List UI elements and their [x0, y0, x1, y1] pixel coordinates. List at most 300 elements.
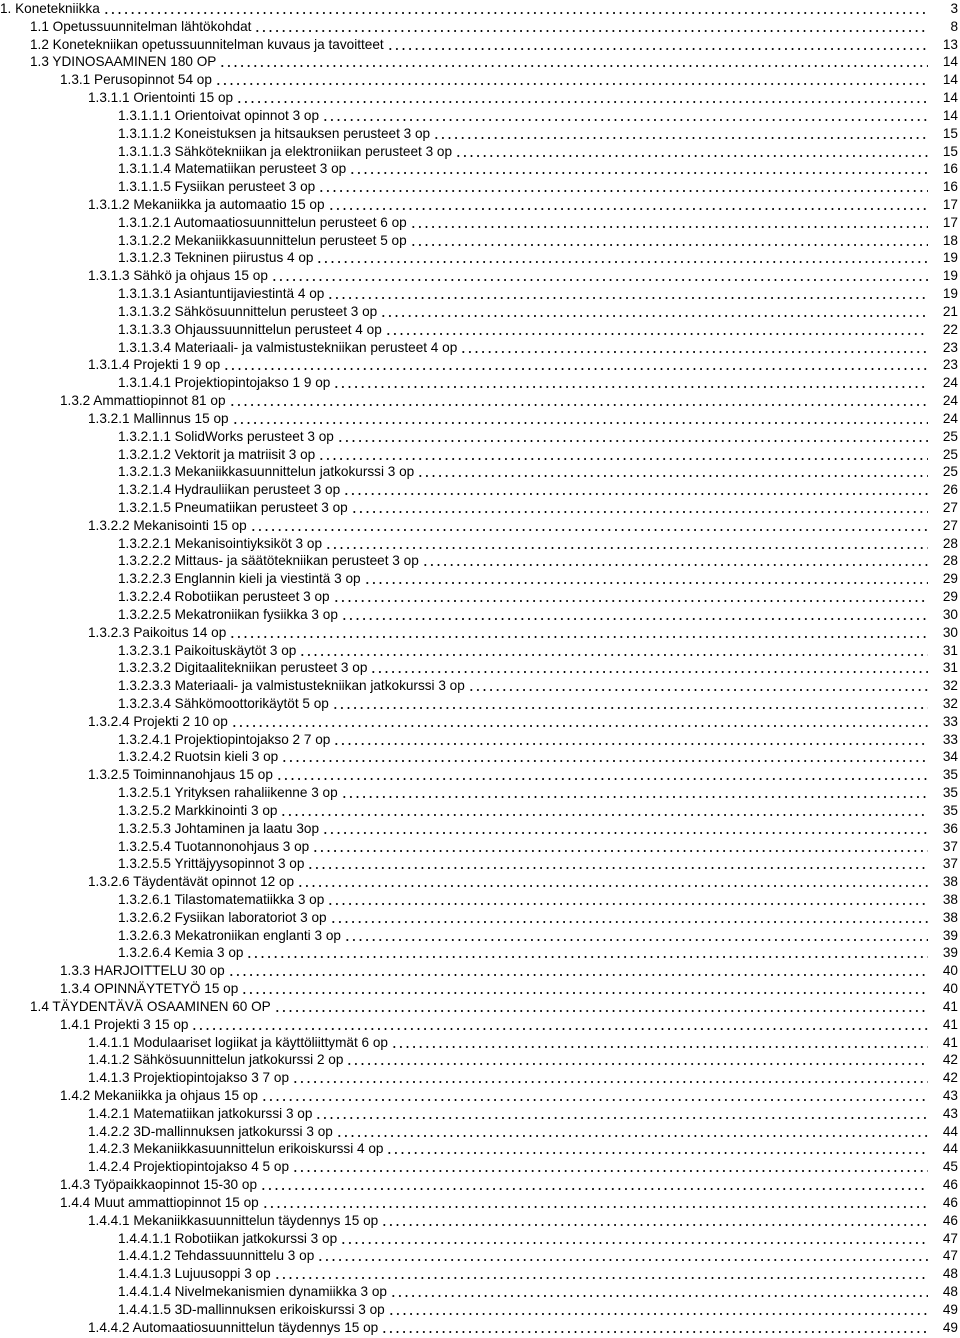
toc-entry-title: 1.3.2.1.4 Hydrauliikan perusteet 3 op — [118, 482, 341, 498]
toc-entry-page-number: 39 — [942, 945, 958, 961]
toc-entry-title: 1.3.2.2.5 Mekatroniikan fysiikka 3 op — [118, 606, 338, 622]
toc-entry[interactable] — [0, 587, 960, 605]
toc-entry-page-number: 35 — [942, 767, 958, 783]
toc-entry-page-number: 27 — [942, 517, 958, 533]
toc-entry-page-number: 14 — [942, 54, 958, 70]
toc-entry[interactable] — [0, 694, 960, 712]
dot-leader — [422, 564, 928, 566]
dot-leader — [271, 279, 928, 281]
toc-entry[interactable] — [0, 1264, 960, 1282]
toc-entry-page-number: 34 — [942, 749, 958, 765]
toc-entry[interactable] — [0, 765, 960, 783]
toc-entry-title: 1.3.1.3.3 Ohjaussuunnittelun perusteet 4 op — [118, 321, 382, 337]
toc-entry[interactable] — [0, 569, 960, 587]
toc-entry-title: 1.3.2.3 Paikoitus 14 op — [88, 624, 227, 640]
toc-entry-page-number: 38 — [942, 892, 958, 907]
dot-leader — [340, 1242, 928, 1244]
dot-leader — [332, 707, 928, 709]
toc-entry-title: 1.3.2.5.2 Markkinointi 3 op — [118, 802, 278, 818]
dot-leader — [388, 1313, 928, 1315]
toc-entry-page-number: 39 — [942, 927, 958, 943]
toc-entry-page-number: 35 — [942, 802, 958, 818]
toc-entry-title: 1.3.2.1.2 Vektorit ja matriisit 3 op — [118, 446, 316, 462]
dot-leader — [297, 885, 928, 887]
toc-entry[interactable] — [0, 943, 960, 961]
dot-leader — [322, 119, 928, 121]
toc-entry[interactable] — [0, 623, 960, 641]
toc-entry-title: 1.4.4.1.1 Robotiikan jatkokurssi 3 op — [118, 1230, 338, 1246]
toc-entry-title: 1.4.1.1 Modulaariset logiikat ja käyttöliittymät 6 op — [88, 1034, 388, 1050]
toc-entry[interactable] — [0, 445, 960, 463]
toc-entry-page-number: 36 — [942, 820, 958, 836]
toc-entry-title: 1.3.1.2 Mekaniikka ja automaatio 15 op — [88, 197, 325, 213]
dot-leader — [385, 333, 928, 335]
toc-entry-page-number: 41 — [942, 1034, 958, 1050]
toc-entry-title: 1. Konetekniikka — [0, 1, 100, 16]
dot-leader — [433, 137, 928, 139]
toc-entry-page-number: 28 — [942, 535, 958, 551]
toc-entry[interactable] — [0, 266, 960, 284]
toc-entry-title: 1.3.2.5.5 Yrittäjyysopinnot 3 op — [118, 856, 305, 872]
dot-leader — [410, 244, 928, 246]
toc-entry-page-number: 46 — [942, 1194, 958, 1210]
toc-entry-page-number: 48 — [942, 1284, 958, 1300]
toc-entry-page-number: 47 — [942, 1248, 958, 1264]
toc-entry[interactable] — [0, 516, 960, 534]
dot-leader — [349, 172, 928, 174]
toc-entry-title: 1.3.1.1.3 Sähkötekniikan ja elektroniikan perusteet 3 op — [118, 143, 453, 159]
toc-entry-page-number: 25 — [942, 428, 958, 444]
dot-leader — [274, 1010, 928, 1012]
dot-leader — [316, 261, 928, 263]
toc-entry[interactable] — [0, 890, 960, 908]
toc-entry-title: 1.3 YDINOSAAMINEN 180 OP — [30, 54, 217, 70]
toc-entry-page-number: 35 — [942, 785, 958, 801]
toc-entry[interactable] — [0, 1157, 960, 1175]
dot-leader — [344, 939, 928, 941]
dot-leader — [241, 992, 928, 994]
toc-entry[interactable] — [0, 872, 960, 890]
toc-entry[interactable] — [0, 177, 960, 195]
toc-entry-page-number: 19 — [942, 250, 958, 266]
toc-entry-title: 1.3.2.5 Toiminnanohjaus 15 op — [88, 767, 273, 783]
toc-entry-page-number: 40 — [942, 981, 958, 997]
toc-entry-page-number: 30 — [942, 624, 958, 640]
dot-leader — [318, 190, 928, 192]
toc-entry[interactable] — [0, 35, 960, 53]
toc-entry[interactable] — [0, 142, 960, 160]
toc-entry[interactable] — [0, 1318, 960, 1336]
toc-entry-title: 1.3.1.1.2 Koneistuksen ja hitsauksen perusteet 3 op — [118, 125, 431, 141]
toc-entry[interactable] — [0, 747, 960, 765]
toc-entry-title: 1.3.2.3.4 Sähkömoottorikäytöt 5 op — [118, 695, 329, 711]
dot-leader — [261, 1099, 928, 1101]
dot-leader — [262, 1206, 928, 1208]
toc-entry-page-number: 24 — [942, 375, 958, 391]
toc-entry[interactable] — [0, 961, 960, 979]
toc-entry-title: 1.3.4 OPINNÄYTETYÖ 15 op — [60, 981, 239, 997]
toc-entry-title: 1.3.2.6.1 Tilastomatematiikka 3 op — [118, 892, 325, 907]
toc-entry-page-number: 29 — [942, 571, 958, 587]
toc-entry[interactable] — [0, 1229, 960, 1247]
toc-entry-title: 1.4.4.1.4 Nivelmekanismien dynamiikka 3 op — [118, 1284, 387, 1300]
dot-leader — [215, 83, 928, 85]
dot-leader — [387, 48, 928, 50]
dot-leader — [330, 921, 928, 923]
toc-entry-page-number: 43 — [942, 1088, 958, 1104]
toc-entry-title: 1.4.2.2 3D-mallinnuksen jatkokurssi 3 op — [88, 1123, 333, 1139]
dot-leader — [381, 1331, 928, 1333]
toc-entry[interactable] — [0, 819, 960, 837]
toc-entry-page-number: 14 — [942, 90, 958, 106]
toc-entry-page-number: 3 — [950, 1, 958, 16]
toc-entry-title: 1.4.1.3 Projektiopintojakso 3 7 op — [88, 1070, 290, 1086]
toc-entry[interactable] — [0, 1211, 960, 1229]
dot-leader — [260, 1188, 928, 1190]
dot-leader — [346, 1063, 928, 1065]
toc-entry[interactable] — [0, 926, 960, 944]
toc-entry[interactable] — [0, 159, 960, 177]
toc-entry-title: 1.3.2.4.2 Ruotsin kieli 3 op — [118, 749, 279, 765]
toc-entry[interactable] — [0, 1104, 960, 1122]
toc-entry[interactable] — [0, 801, 960, 819]
toc-entry-title: 1.3.2.1.3 Mekaniikkasuunnittelun jatkokurssi 3 op — [118, 464, 415, 480]
toc-entry-title: 1.3.1.3.4 Materiaali- ja valmistustekniikan perusteet 4 op — [118, 339, 458, 355]
toc-entry-title: 1.3.2.1 Mallinnus 15 op — [88, 410, 229, 426]
dot-leader — [307, 867, 928, 869]
dot-leader — [228, 974, 928, 976]
toc-entry[interactable] — [0, 979, 960, 997]
dot-leader — [299, 654, 928, 656]
toc-entry[interactable] — [0, 409, 960, 427]
toc-entry-title: 1.3.1.3.2 Sähkösuunnittelun perusteet 3 op — [118, 303, 378, 319]
toc-entry[interactable] — [0, 17, 960, 35]
toc-entry[interactable] — [0, 854, 960, 872]
dot-leader — [276, 778, 928, 780]
toc-entry-page-number: 49 — [942, 1319, 958, 1335]
dot-leader — [370, 671, 928, 673]
toc-entry-title: 1.4.4.1 Mekaniikkasuunnittelun täydennys 15 op — [88, 1212, 379, 1228]
toc-entry-page-number: 23 — [942, 339, 958, 355]
toc-entry[interactable] — [0, 480, 960, 498]
toc-entry-page-number: 40 — [942, 963, 958, 979]
toc-entry[interactable] — [0, 837, 960, 855]
dot-leader — [351, 511, 928, 513]
toc-entry-page-number: 19 — [942, 286, 958, 302]
toc-entry-title: 1.3.2.6.3 Mekatroniikan englanti 3 op — [118, 927, 341, 943]
toc-entry-page-number: 16 — [942, 179, 958, 195]
toc-entry[interactable] — [0, 1015, 960, 1033]
toc-entry[interactable] — [0, 908, 960, 926]
toc-entry-page-number: 28 — [942, 553, 958, 569]
toc-entry-title: 1.4.1.2 Sähkösuunnittelun jatkokurssi 2 op — [88, 1052, 344, 1068]
dot-leader — [386, 1152, 928, 1154]
dot-leader — [318, 458, 928, 460]
toc-entry-title: 1.3.1.2.3 Tekninen piirustus 4 op — [118, 250, 314, 266]
dot-leader — [232, 422, 928, 424]
toc-entry-title: 1.3.2.3.2 Digitaalitekniikan perusteet 3 op — [118, 660, 368, 676]
toc-entry-title: 1.3.2.2 Mekanisointi 15 op — [88, 517, 247, 533]
toc-entry-title: 1.3.2 Ammattiopinnot 81 op — [60, 393, 226, 409]
toc-entry-page-number: 32 — [942, 695, 958, 711]
dot-leader — [333, 386, 928, 388]
toc-entry-page-number: 16 — [942, 161, 958, 177]
toc-entry[interactable] — [0, 1068, 960, 1086]
toc-entry[interactable] — [0, 427, 960, 445]
toc-entry-title: 1.3.1.1 Orientointi 15 op — [88, 90, 234, 106]
toc-entry[interactable] — [0, 605, 960, 623]
toc-entry-title: 1.4.2.3 Mekaniikkasuunnittelun erikoiskurssi 4 op — [88, 1141, 384, 1157]
toc-entry-page-number: 17 — [942, 197, 958, 213]
toc-entry-page-number: 14 — [942, 107, 958, 123]
toc-entry-title: 1.3.2.5.4 Tuotannonohjaus 3 op — [118, 838, 310, 854]
toc-entry-page-number: 19 — [942, 268, 958, 284]
toc-entry-page-number: 46 — [942, 1177, 958, 1193]
toc-entry-title: 1.3.2.2.2 Mittaus- ja säätötekniikan perusteet 3 op — [118, 553, 419, 569]
toc-entry-page-number: 14 — [942, 72, 958, 88]
dot-leader — [250, 529, 928, 531]
dot-leader — [417, 475, 928, 477]
toc-entry-title: 1.2 Konetekniikan opetussuunnitelman kuvaus ja tavoitteet — [30, 36, 384, 52]
toc-entry-page-number: 44 — [942, 1141, 958, 1157]
toc-entry-title: 1.3.2.3.1 Paikoituskäytöt 3 op — [118, 642, 297, 658]
toc-entry[interactable] — [0, 52, 960, 70]
toc-entry[interactable] — [0, 658, 960, 676]
dot-leader — [333, 743, 928, 745]
dot-leader — [229, 404, 928, 406]
toc-entry-title: 1.3.3 HARJOITTELU 30 op — [60, 963, 225, 979]
toc-entry-page-number: 26 — [942, 482, 958, 498]
toc-entry-title: 1.4.4.1.5 3D-mallinnuksen erikoiskurssi 3 op — [118, 1301, 385, 1317]
toc-entry-title: 1.3.1.3 Sähkö ja ohjaus 15 op — [88, 268, 268, 284]
toc-entry[interactable] — [0, 1086, 960, 1104]
dot-leader — [281, 760, 928, 762]
toc-entry-page-number: 25 — [942, 464, 958, 480]
toc-entry-title: 1.3.1.2.1 Automaatiosuunnittelun perusteet 6 op — [118, 214, 407, 230]
toc-entry-page-number: 21 — [942, 303, 958, 319]
dot-leader — [455, 155, 928, 157]
toc-entry-title: 1.3.1.4.1 Projektiopintojakso 1 9 op — [118, 375, 331, 391]
toc-entry-page-number: 31 — [942, 660, 958, 676]
toc-entry-title: 1.1 Opetussuunnitelman lähtökohdat — [30, 18, 252, 34]
toc-entry-title: 1.3.2.3.3 Materiaali- ja valmistustekniikan jatkokurssi 3 op — [118, 678, 465, 694]
toc-entry-title: 1.3.1.4 Projekti 1 9 op — [88, 357, 221, 373]
toc-entry[interactable] — [0, 1050, 960, 1068]
toc-entry-title: 1.4.4.1.3 Lujuusoppi 3 op — [118, 1266, 271, 1282]
dot-leader — [327, 903, 928, 905]
toc-entry-page-number: 24 — [942, 393, 958, 409]
dot-leader — [246, 956, 928, 958]
toc-entry-page-number: 42 — [942, 1052, 958, 1068]
toc-entry[interactable] — [0, 338, 960, 356]
toc-entry-title: 1.4.2.4 Projektiopintojakso 4 5 op — [88, 1159, 290, 1175]
dot-leader — [341, 618, 928, 620]
toc-entry-page-number: 38 — [942, 874, 958, 890]
dot-leader — [280, 814, 928, 816]
toc-entry-title: 1.3.1.2.2 Mekaniikkasuunnittelun perusteet 5 op — [118, 232, 407, 248]
dot-leader — [229, 636, 928, 638]
toc-entry[interactable] — [0, 1246, 960, 1264]
toc-entry[interactable] — [0, 355, 960, 373]
toc-entry[interactable] — [0, 284, 960, 302]
dot-leader — [103, 12, 928, 14]
toc-entry[interactable] — [0, 106, 960, 124]
toc-entry-page-number: 27 — [942, 499, 958, 515]
dot-leader — [292, 1170, 928, 1172]
dot-leader — [468, 689, 928, 691]
toc-entry-title: 1.3.1.1.4 Matematiikan perusteet 3 op — [118, 161, 347, 177]
toc-entry-title: 1.3.1.1.1 Orientoivat opinnot 3 op — [118, 107, 320, 123]
dot-leader — [236, 101, 928, 103]
toc-entry-title: 1.3.2.4 Projekti 2 10 op — [88, 713, 228, 729]
toc-entry-title: 1.4.4 Muut ammattiopinnot 15 op — [60, 1194, 259, 1210]
toc-entry[interactable] — [0, 213, 960, 231]
toc-entry-page-number: 44 — [942, 1123, 958, 1139]
toc-entry-title: 1.3.2.6.4 Kemia 3 op — [118, 945, 244, 961]
toc-entry-title: 1.3.2.6 Täydentävät opinnot 12 op — [88, 874, 295, 890]
dot-leader — [390, 1295, 928, 1297]
toc-entry-page-number: 49 — [942, 1301, 958, 1317]
dot-leader — [333, 600, 928, 602]
toc-entry[interactable] — [0, 1122, 960, 1140]
toc-entry-page-number: 31 — [942, 642, 958, 658]
dot-leader — [380, 315, 928, 317]
toc-entry-title: 1.4.2.1 Matematiikan jatkokurssi 3 op — [88, 1105, 313, 1121]
toc-entry[interactable] — [0, 1175, 960, 1193]
dot-leader — [381, 1224, 928, 1226]
toc-entry-page-number: 32 — [942, 678, 958, 694]
toc-entry-page-number: 29 — [942, 589, 958, 605]
toc-entry-page-number: 42 — [942, 1070, 958, 1086]
toc-entry-title: 1.3.2.6.2 Fysiikan laboratoriot 3 op — [118, 909, 327, 925]
toc-entry[interactable] — [0, 195, 960, 213]
dot-leader — [312, 850, 928, 852]
toc-entry-title: 1.3.2.4.1 Projektiopintojakso 2 7 op — [118, 731, 331, 747]
dot-leader — [254, 30, 928, 32]
toc-entry[interactable] — [0, 1193, 960, 1211]
toc-entry[interactable] — [0, 641, 960, 659]
toc-entry-page-number: 30 — [942, 606, 958, 622]
toc-entry[interactable] — [0, 0, 960, 17]
toc-entry-page-number: 48 — [942, 1266, 958, 1282]
toc-entry-page-number: 41 — [942, 1016, 958, 1032]
dot-leader — [325, 547, 928, 549]
toc-entry-page-number: 13 — [942, 36, 958, 52]
toc-entry[interactable] — [0, 498, 960, 516]
dot-leader — [219, 65, 928, 67]
toc-entry[interactable] — [0, 730, 960, 748]
toc-entry-title: 1.4.2 Mekaniikka ja ohjaus 15 op — [60, 1088, 258, 1104]
toc-entry-page-number: 33 — [942, 731, 958, 747]
toc-entry-title: 1.4.1 Projekti 3 15 op — [60, 1016, 189, 1032]
toc-entry-title: 1.4.4.1.2 Tehdassuunnittelu 3 op — [118, 1248, 315, 1264]
toc-entry-title: 1.3.2.2.4 Robotiikan perusteet 3 op — [118, 589, 330, 605]
toc-entry-page-number: 41 — [942, 998, 958, 1014]
toc-entry-title: 1.3.2.5.1 Yrityksen rahaliikenne 3 op — [118, 785, 338, 801]
toc-entry-page-number: 37 — [942, 856, 958, 872]
dot-leader — [341, 796, 928, 798]
toc-entry[interactable] — [0, 320, 960, 338]
dot-leader — [292, 1081, 928, 1083]
toc-entry[interactable] — [0, 462, 960, 480]
toc-entry-page-number: 47 — [942, 1230, 958, 1246]
toc-entry-page-number: 17 — [942, 214, 958, 230]
dot-leader — [328, 208, 928, 210]
dot-leader — [391, 1046, 928, 1048]
toc-entry[interactable] — [0, 676, 960, 694]
toc-entry-title: 1.3.2.2.1 Mekanisointiyksiköt 3 op — [118, 535, 323, 551]
toc-entry-page-number: 43 — [942, 1105, 958, 1121]
dot-leader — [191, 1028, 928, 1030]
toc-entry[interactable] — [0, 124, 960, 142]
toc-entry-title: 1.3.2.2.3 Englannin kieli ja viestintä 3 op — [118, 571, 361, 587]
toc-entry[interactable] — [0, 1139, 960, 1157]
toc-entry-page-number: 37 — [942, 838, 958, 854]
toc-entry[interactable] — [0, 1300, 960, 1318]
toc-entry-page-number: 45 — [942, 1159, 958, 1175]
dot-leader — [336, 1135, 928, 1137]
dot-leader — [460, 351, 928, 353]
toc-entry-page-number: 15 — [942, 143, 958, 159]
toc-entry[interactable] — [0, 231, 960, 249]
toc-entry[interactable] — [0, 997, 960, 1015]
dot-leader — [322, 832, 928, 834]
toc-entry-page-number: 38 — [942, 909, 958, 925]
toc-entry-page-number: 15 — [942, 125, 958, 141]
toc-entry-page-number: 23 — [942, 357, 958, 373]
dot-leader — [223, 368, 928, 370]
toc-entry-page-number: 33 — [942, 713, 958, 729]
dot-leader — [317, 1259, 928, 1261]
dot-leader — [410, 226, 928, 228]
toc-entry[interactable] — [0, 1033, 960, 1051]
toc-entry[interactable] — [0, 712, 960, 730]
toc-entry-title: 1.3.1 Perusopinnot 54 op — [60, 72, 212, 88]
toc-entry[interactable] — [0, 373, 960, 391]
dot-leader — [231, 725, 928, 727]
toc-entry[interactable] — [0, 391, 960, 409]
toc-entry-title: 1.4 TÄYDENTÄVÄ OSAAMINEN 60 OP — [30, 998, 271, 1014]
toc-entry-title: 1.3.1.3.1 Asiantuntijaviestintä 4 op — [118, 286, 325, 302]
toc-entry[interactable] — [0, 534, 960, 552]
toc-entry-title: 1.3.2.1.1 SolidWorks perusteet 3 op — [118, 428, 334, 444]
toc-entry[interactable] — [0, 302, 960, 320]
toc-entry[interactable] — [0, 248, 960, 266]
toc-entry[interactable] — [0, 783, 960, 801]
toc-entry[interactable] — [0, 88, 960, 106]
toc-entry-page-number: 46 — [942, 1212, 958, 1228]
toc-entry-page-number: 22 — [942, 321, 958, 337]
toc-entry-page-number: 18 — [942, 232, 958, 248]
toc-entry[interactable] — [0, 1282, 960, 1300]
dot-leader — [327, 297, 928, 299]
dot-leader — [337, 440, 928, 442]
toc-entry-title: 1.4.4.2 Automaatiosuunnittelun täydennys 15 op — [88, 1319, 379, 1335]
toc-entry[interactable] — [0, 551, 960, 569]
toc-entry-page-number: 8 — [950, 18, 958, 34]
dot-leader — [274, 1277, 928, 1279]
dot-leader — [315, 1117, 928, 1119]
toc-entry[interactable] — [0, 70, 960, 88]
toc-entry-title: 1.4.3 Työpaikkaopinnot 15-30 op — [60, 1177, 258, 1193]
toc-entry-title: 1.3.2.5.3 Johtaminen ja laatu 3op — [118, 820, 320, 836]
toc-entry-page-number: 24 — [942, 410, 958, 426]
toc-entry-page-number: 25 — [942, 446, 958, 462]
dot-leader — [343, 493, 928, 495]
toc-entry-title: 1.3.2.1.5 Pneumatiikan perusteet 3 op — [118, 499, 348, 515]
toc-entry-title: 1.3.1.1.5 Fysiikan perusteet 3 op — [118, 179, 316, 195]
dot-leader — [364, 582, 928, 584]
